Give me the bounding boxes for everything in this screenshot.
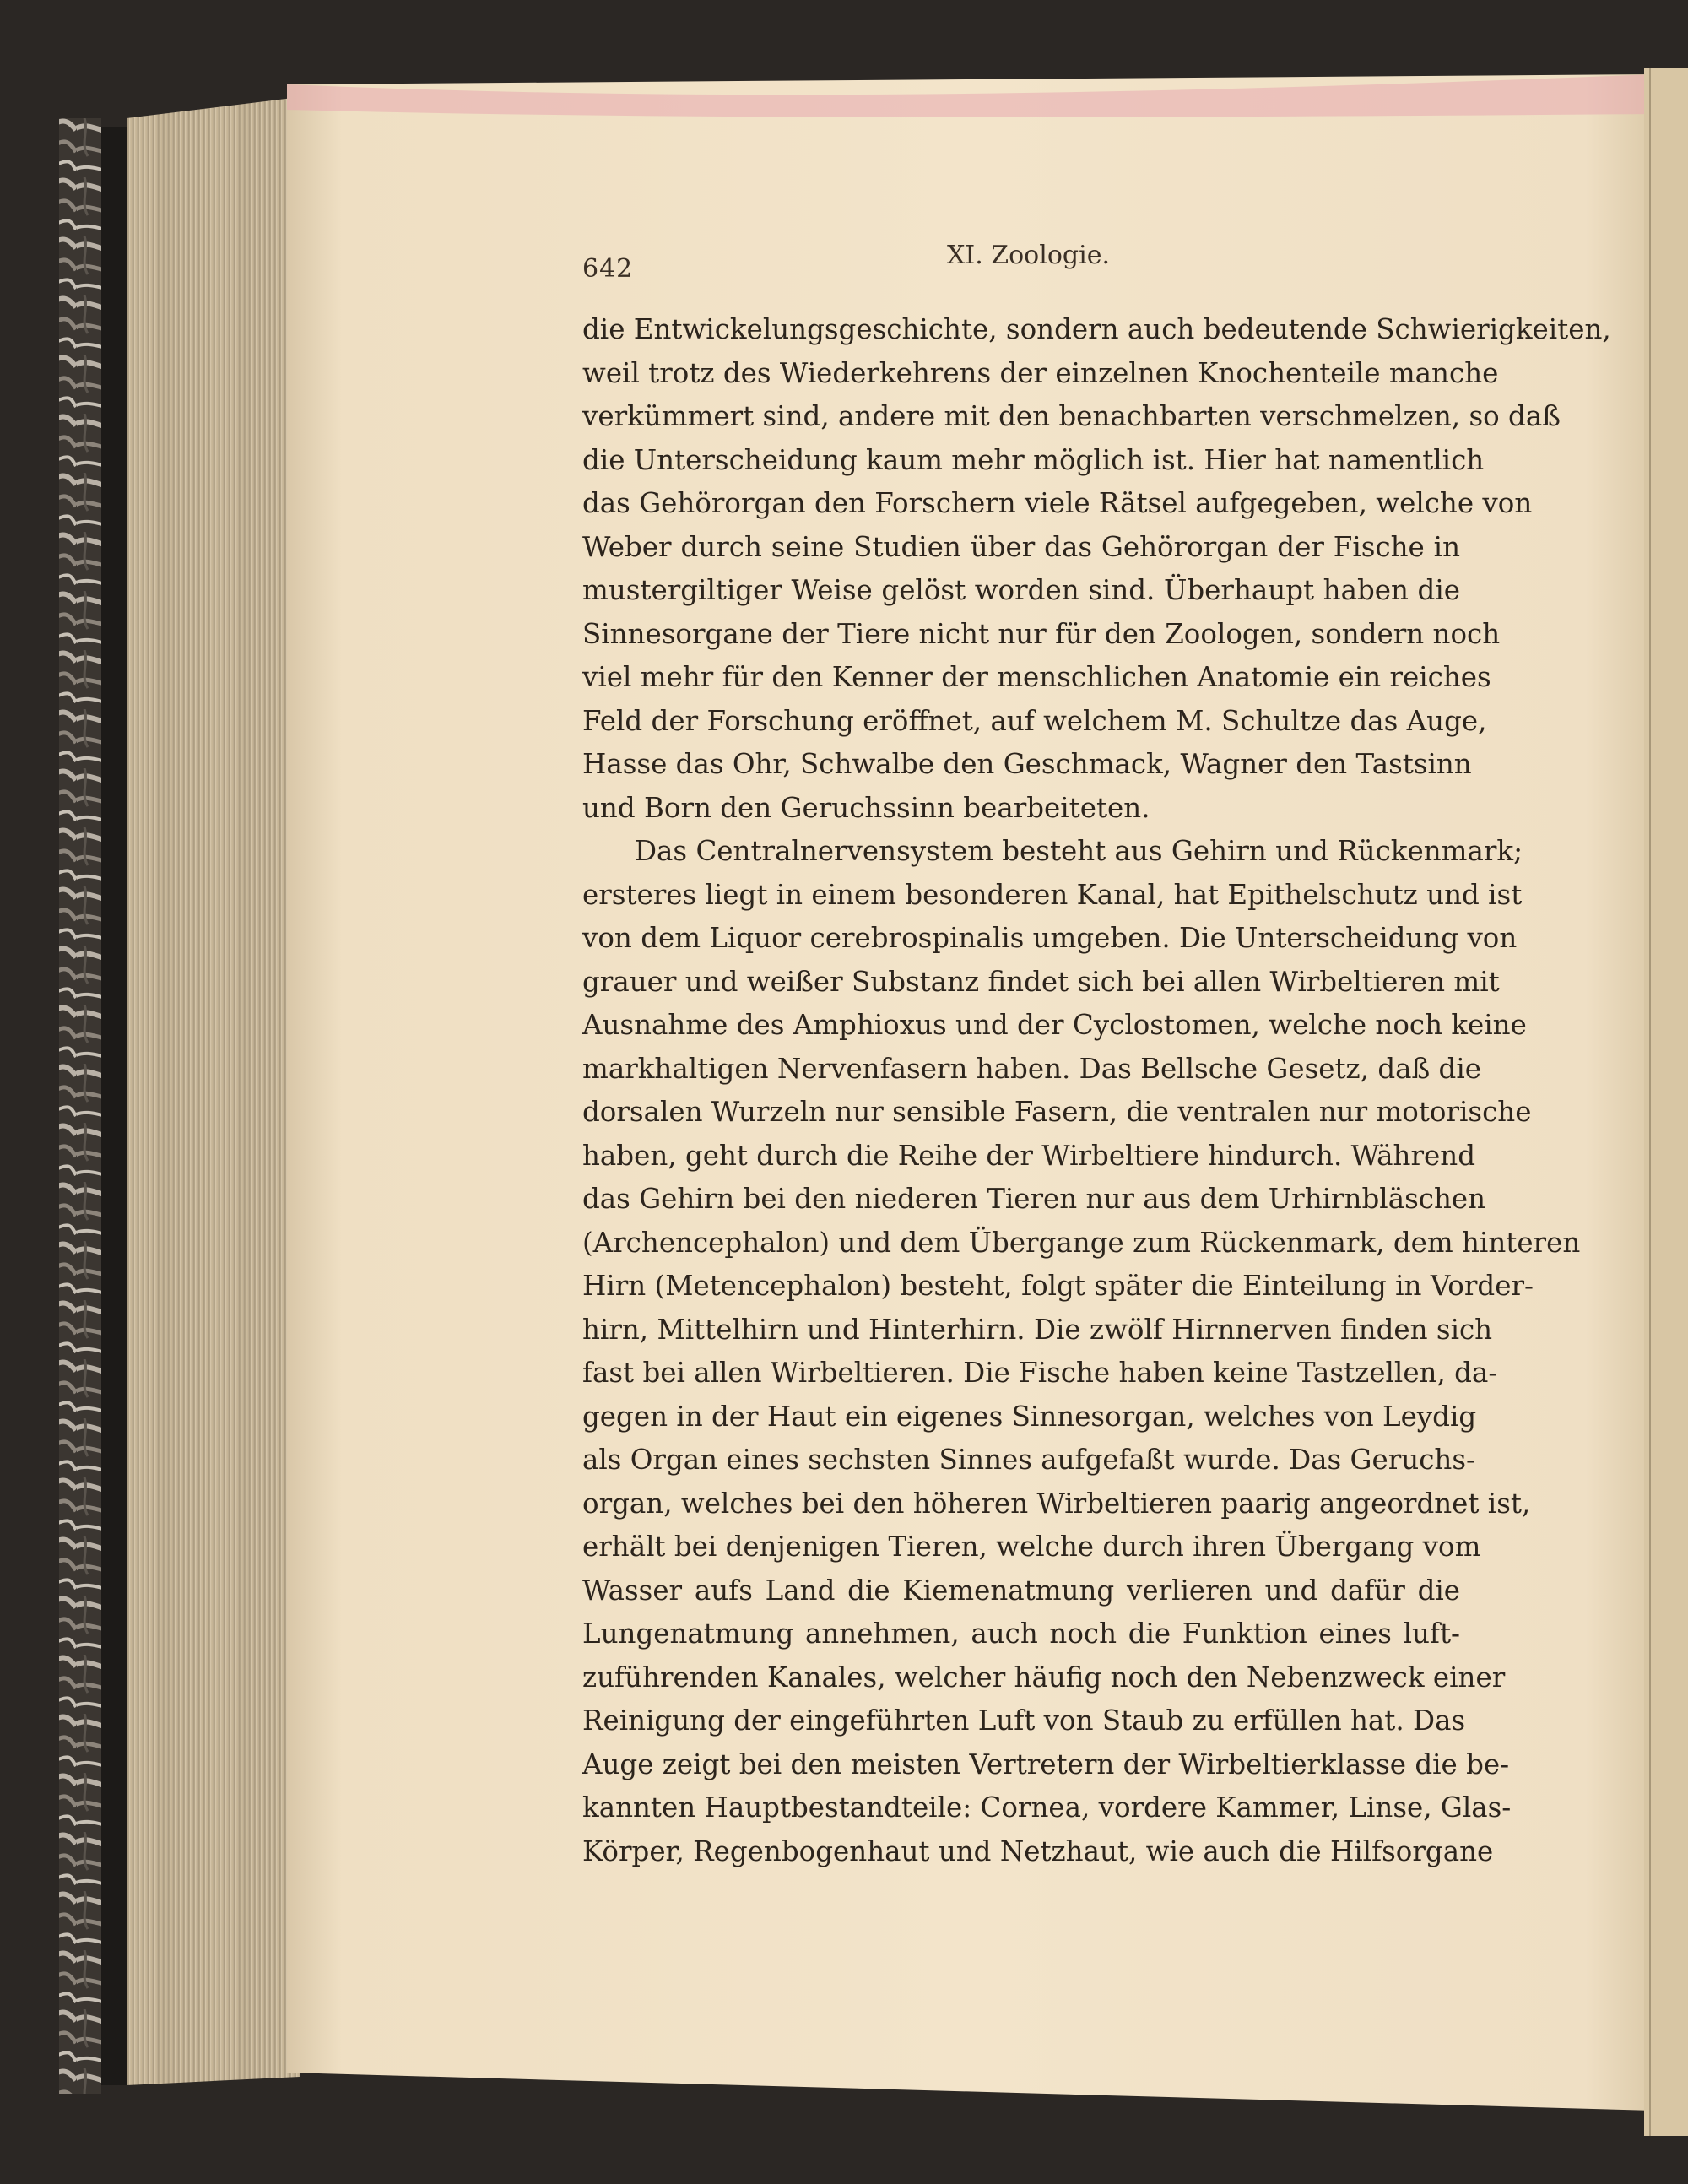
text-line: Weber durch seine Studien über das Gehörorgan der Fische in	[582, 530, 1460, 563]
text-line: Reinigung der eingeführten Luft von Staub zu erfüllen hat. Das	[582, 1704, 1466, 1737]
text-line: mustergiltiger Weise gelöst worden sind. Überhaupt haben die	[582, 574, 1460, 606]
text-line: und Born den Geruchssinn bearbeiteten.	[582, 791, 1150, 824]
text-line: Hasse das Ohr, Schwalbe den Geschmack, Wagner den Tastsinn	[582, 748, 1472, 780]
text-line: ersteres liegt in einem besonderen Kanal, hat Epithelschutz und ist	[582, 878, 1523, 911]
paragraph-2	[582, 830, 1581, 1873]
text-line: kannten Hauptbestandteile: Cornea, vordere Kammer, Linse, Glas-	[582, 1791, 1512, 1824]
text-line: die Entwickelungsgeschichte, sondern auch bedeutende Schwierigkeiten,	[582, 313, 1611, 345]
running-head	[582, 241, 1460, 291]
text-line: hirn, Mittelhirn und Hinterhirn. Die zwölf Hirnnerven finden sich	[582, 1313, 1493, 1346]
text-line: Auge zeigt bei den meisten Vertretern der Wirbeltierklasse die be-	[582, 1748, 1510, 1780]
text-line: als Organ eines sechsten Sinnes aufgefaßt wurde. Das Geruchs-	[582, 1444, 1476, 1476]
text-line: Das Centralnervensystem besteht aus Gehirn und Rückenmark;	[635, 835, 1523, 867]
text-line: (Archencephalon) und dem Übergange zum Rückenmark, dem hinteren	[582, 1226, 1581, 1259]
text-line: viel mehr für den Kenner der menschlichen Anatomie ein reiches	[582, 661, 1491, 693]
text-line: grauer und weißer Substanz findet sich bei allen Wirbeltieren mit	[582, 965, 1500, 998]
text-line: Körper, Regenbogenhaut und Netzhaut, wie auch die Hilfsorgane	[582, 1834, 1494, 1867]
text-line: Sinnesorgane der Tiere nicht nur für den Zoologen, sondern noch	[582, 617, 1501, 650]
text-line: verkümmert sind, andere mit den benachbarten verschmelzen, so daß	[582, 400, 1561, 432]
text-line: fast bei allen Wirbeltieren. Die Fische haben keine Tastzellen, da-	[582, 1357, 1498, 1389]
section-title: XI. Zoologie.	[947, 241, 1110, 270]
text-line: organ, welches bei den höheren Wirbeltieren paarig angeordnet ist,	[582, 1487, 1531, 1520]
text-line: das Gehirn bei den niederen Tieren nur aus dem Urhirnbläschen	[582, 1183, 1486, 1215]
text-line: das Gehörorgan den Forschern viele Rätsel aufgegeben, welche von	[582, 487, 1533, 519]
text-line: Hirn (Metencephalon) besteht, folgt später die Einteilung in Vorder-	[582, 1270, 1534, 1302]
text-line: erhält bei denjenigen Tieren, welche durch ihren Übergang vom	[582, 1531, 1481, 1563]
marbled-edge	[59, 118, 101, 2094]
book-cover-edge	[101, 127, 127, 2085]
text-line: Lungenatmung annehmen, auch noch die Funktion eines luft-	[582, 1618, 1460, 1650]
text-line: dorsalen Wurzeln nur sensible Fasern, die ventralen nur motorische	[582, 1096, 1532, 1128]
text-line: von dem Liquor cerebrospinalis umgeben. Die Unterscheidung von	[582, 922, 1518, 954]
text-line: zuführenden Kanales, welcher häufig noch den Nebenzweck einer	[582, 1661, 1506, 1694]
text-line: die Unterscheidung kaum mehr möglich ist. Hier hat namentlich	[582, 443, 1485, 476]
text-line: weil trotz des Wiederkehrens der einzelnen Knochenteile manche	[582, 356, 1499, 389]
text-line: gegen in der Haut ein eigenes Sinnesorgan, welches von Leydig	[582, 1400, 1477, 1433]
text-line: Ausnahme des Amphioxus und der Cyclostomen, welche noch keine	[582, 1009, 1527, 1041]
page-stack	[127, 97, 300, 2085]
text-line: Wasser aufs Land die Kiemenatmung verlieren und dafür die	[582, 1574, 1460, 1607]
page-text-block	[582, 241, 1611, 1873]
page-number: 642	[582, 254, 634, 284]
text-line: haben, geht durch die Reihe der Wirbeltiere hindurch. Während	[582, 1139, 1475, 1172]
text-line: Feld der Forschung eröffnet, auf welchem M. Schultze das Auge,	[582, 704, 1487, 737]
paragraph-1	[582, 308, 1611, 830]
text-line: markhaltigen Nervenfasern haben. Das Bellsche Gesetz, daß die	[582, 1052, 1481, 1085]
